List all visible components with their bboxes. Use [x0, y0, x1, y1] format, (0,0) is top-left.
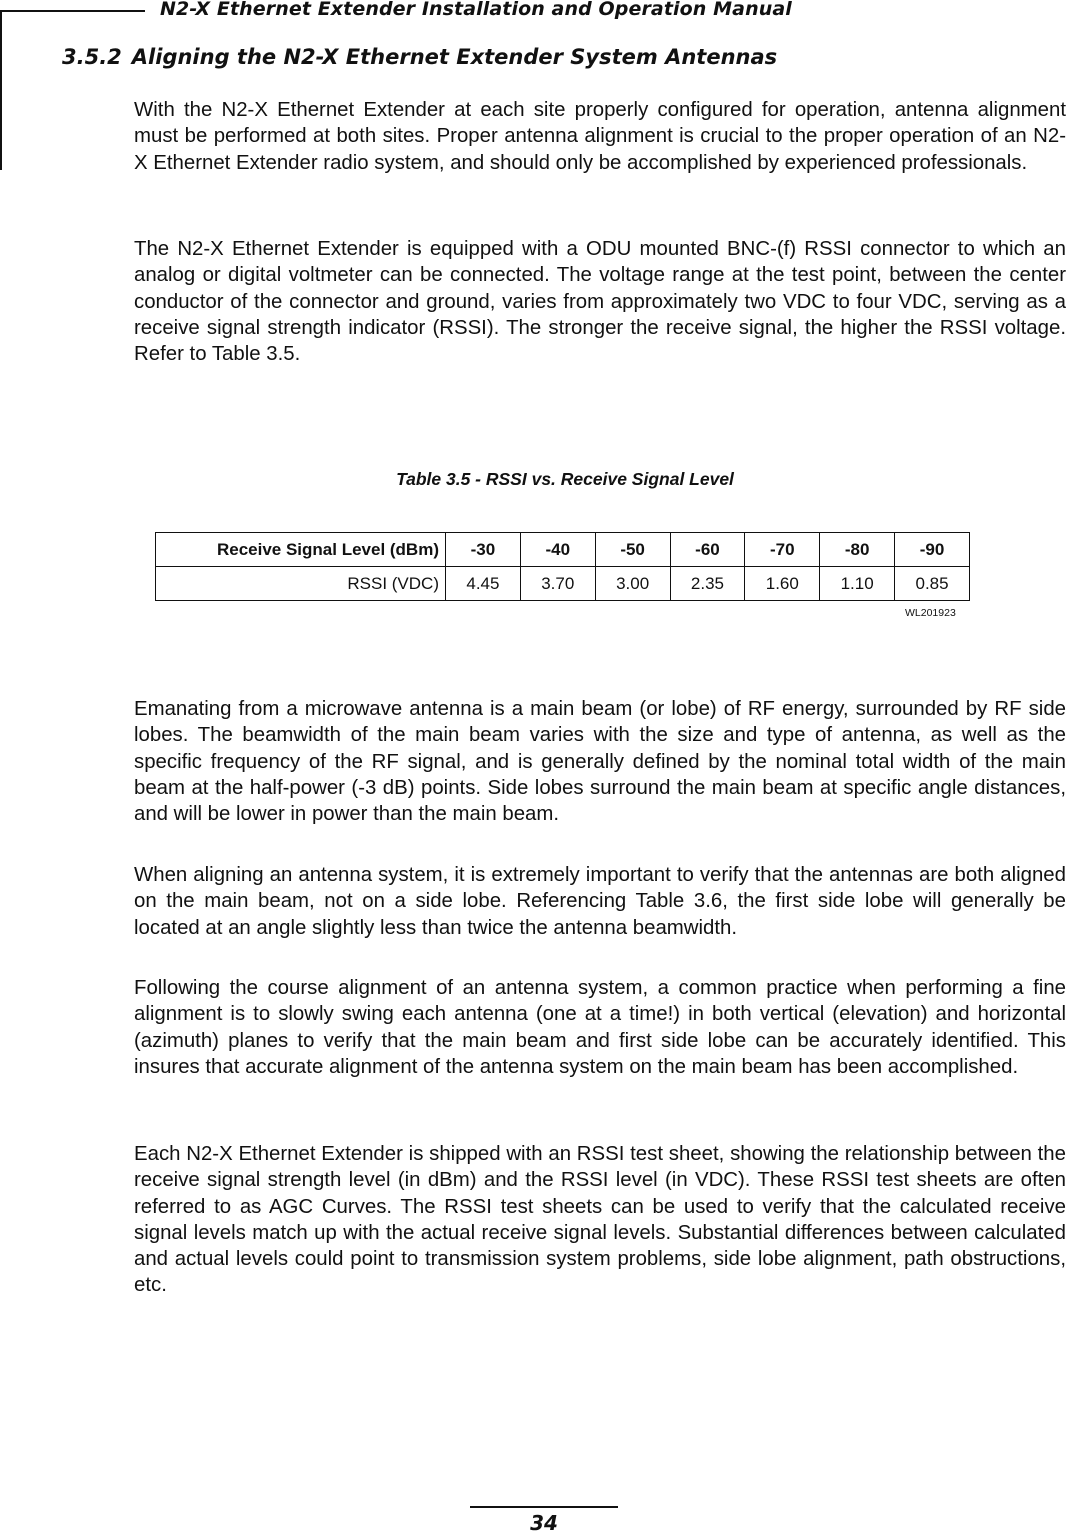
- signal-level-cell: -70: [745, 533, 820, 567]
- signal-level-cell: -50: [595, 533, 670, 567]
- running-header: N2-X Ethernet Extender Installation and Operation Manual: [160, 0, 792, 20]
- paragraph-side-lobe: When aligning an antenna system, it is extremely important to verify that the antennas are both aligned on the main beam, not on a side lobe. Referencing Table 3.6, the first side lobe will generally be located at an angle slightly less than twice the antenna beamwidth.: [134, 864, 1066, 939]
- section-title: Aligning the N2-X Ethernet Extender System Antennas: [131, 45, 778, 69]
- paragraph-fine-alignment: Following the course alignment of an antenna system, a common practice when performing a fine alignment is to slowly swing each antenna (one at a time!) in both vertical (elevation) and horizontal (azimuth) planes to verify that the main beam and first side lobe can be accurately identified. This insures that accurate alignment of the antenna system on the main beam has been accomplished.: [134, 977, 1066, 1078]
- signal-level-cell: -90: [895, 533, 970, 567]
- rssi-cell: 3.70: [520, 567, 595, 601]
- section-number: 3.5.2: [62, 45, 122, 69]
- signal-level-cell: -60: [670, 533, 745, 567]
- rssi-cell: 1.60: [745, 567, 820, 601]
- rssi-cell: 1.10: [820, 567, 895, 601]
- footer-rule: [470, 1506, 618, 1508]
- signal-level-cell: -40: [520, 533, 595, 567]
- signal-level-cell: -30: [446, 533, 521, 567]
- paragraph-rssi-connector: The N2-X Ethernet Extender is equipped with a ODU mounted BNC-(f) RSSI connector to which an analog or digital voltmeter can be connected. The voltage range at the test point, between the center conductor of the connector and ground, varies from approximately two VDC to four VDC, serving as a receive signal strength indicator (RSSI). The stronger the receive signal, the higher the RSSI voltage. Refer to Table 3.5.: [134, 238, 1066, 366]
- paragraph-main-beam: Emanating from a microwave antenna is a main beam (or lobe) of RF energy, surrounded by RF side lobes. The beamwidth of the main beam varies with the size and type of antenna, as well as the specific frequency of the RF signal, and is generally defined by the nominal total width of the main beam at the half-power (-3 dB) points. Side lobes surround the main beam at specific angle distances, and will be lower in power than the main beam.: [134, 698, 1066, 826]
- rssi-cell: 2.35: [670, 567, 745, 601]
- page-number: 34: [530, 1511, 558, 1535]
- table-row-rssi: [156, 567, 970, 601]
- paragraph-test-sheet: Each N2-X Ethernet Extender is shipped with an RSSI test sheet, showing the relationship between the receive signal strength level (in dBm) and the RSSI level (in VDC). These RSSI test sheets are often referred to as AGC Curves. The RSSI test sheets can be used to verify that the calculated receive signal levels match up with the actual receive signal levels. Substantial differences between calculated and actual levels could point to transmission system problems, side lobe alignment, path obstructions, etc.: [134, 1143, 1066, 1297]
- rssi-cell: 3.00: [595, 567, 670, 601]
- table-row-signal-level: [156, 533, 970, 567]
- section-heading: [62, 45, 777, 69]
- row-label-rssi: RSSI (VDC): [156, 567, 446, 601]
- corner-rule-horizontal: [0, 10, 145, 12]
- table-figure-code: WL201923: [905, 607, 956, 619]
- rssi-table: [155, 532, 970, 601]
- signal-level-cell: -80: [820, 533, 895, 567]
- rssi-cell: 4.45: [446, 567, 521, 601]
- rssi-cell: 0.85: [895, 567, 970, 601]
- table-caption: Table 3.5 - RSSI vs. Receive Signal Level: [396, 469, 734, 489]
- row-label-signal-level: Receive Signal Level (dBm): [156, 533, 446, 567]
- corner-rule-vertical: [0, 10, 2, 170]
- paragraph-intro: With the N2-X Ethernet Extender at each site properly configured for operation, antenna alignment must be performed at both sites. Proper antenna alignment is crucial to the proper operation of an N2-X Ethernet Extender radio system, and should only be accomplished by experienced professionals.: [134, 99, 1066, 174]
